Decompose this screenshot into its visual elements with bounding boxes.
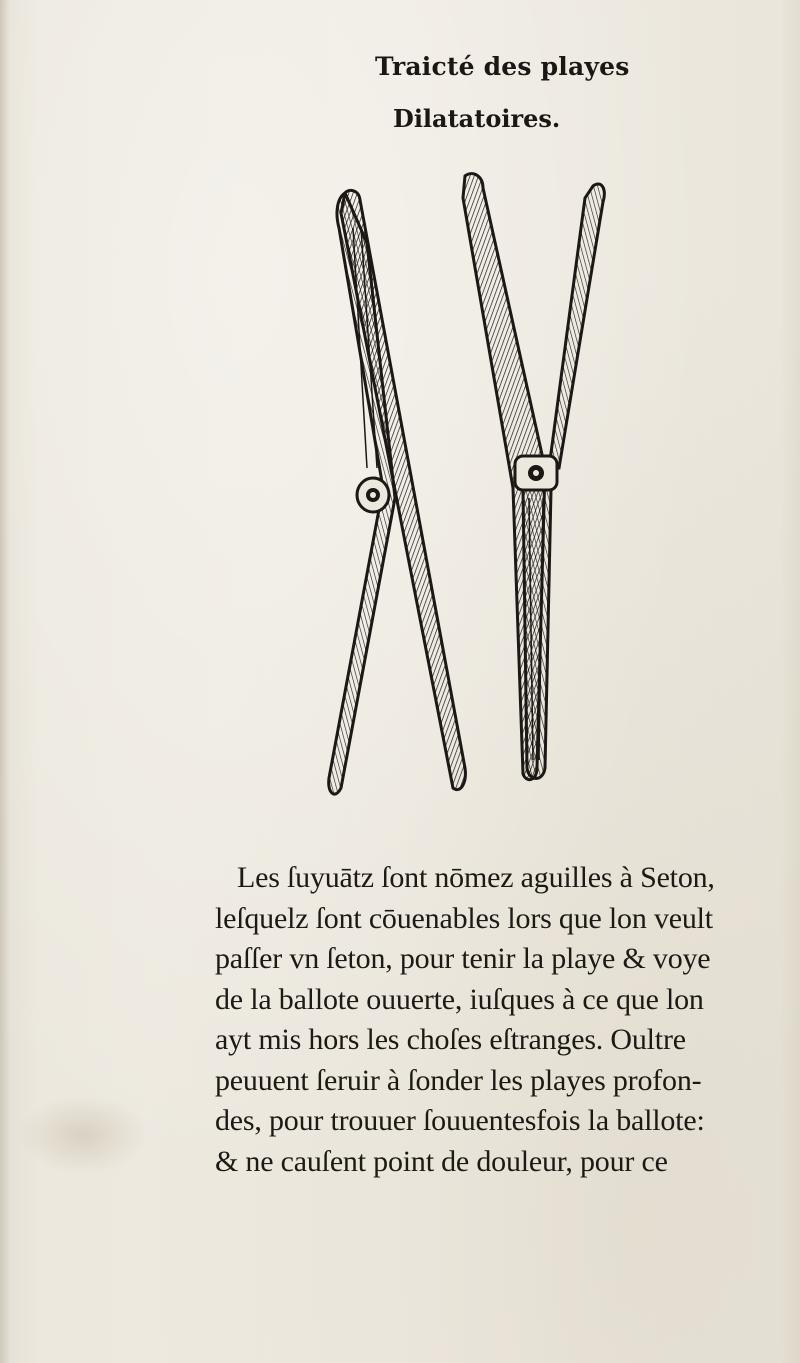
paper-stain <box>18 1095 148 1175</box>
body-paragraph <box>215 858 775 1182</box>
section-title: Dilatatoires. <box>393 104 561 133</box>
body-line: des, pour trouuer ſouuentesfois la ballote: <box>215 1104 705 1137</box>
body-line: ayt mis hors les choſes eſtranges. Oultre <box>215 1023 686 1056</box>
page-gutter-shadow <box>0 0 10 1363</box>
dilator-instruments-woodcut-icon <box>315 168 615 808</box>
body-line: paſſer vn ſeton, pour tenir la playe & voye <box>215 942 711 975</box>
body-line: leſquelz ſont cōuenables lors que lon veult <box>215 901 713 935</box>
right-dilator-icon <box>463 174 604 780</box>
body-line: de la ballote ouuerte, iuſques à ce que lon <box>215 982 704 1016</box>
running-title: Traicté des playes <box>375 52 630 81</box>
body-line: peuuent ſeruir à ſonder les playes profon- <box>215 1063 702 1097</box>
body-line: & ne cauſent point de douleur, pour ce <box>215 1144 668 1178</box>
left-dilator-icon <box>329 190 466 794</box>
body-line: Les ſuyuātz ſont nōmez aguilles à Seton, <box>237 861 715 894</box>
